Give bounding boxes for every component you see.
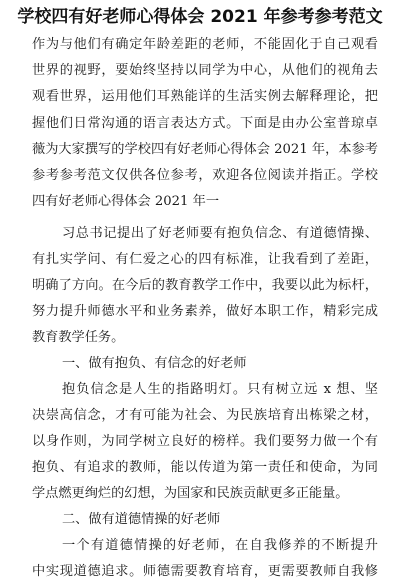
paragraph-line: 一个有道德情操的好老师，在自我修养的不断提升 — [62, 538, 378, 553]
paragraph-line: 薇为大家撰写的学校四有好老师心得体会 2021 年，本参考 — [32, 142, 378, 157]
paragraph-line: 世界的视野，要始终坚持以同学为中心，从他们的视角去 — [32, 63, 378, 78]
paragraph-line: 握他们日常沟通的语言表达方式。下面是由办公室普琼卓 — [32, 116, 378, 131]
paragraph-line: 明确了方向。在今后的教育教学工作中，我要以此为标杆， — [32, 278, 378, 293]
paragraph-line: 学点燃更绚烂的幻想，为国家和民族贡献更多正能量。 — [32, 486, 349, 501]
paragraph-line: 四有好老师心得体会 2021 年一 — [32, 194, 220, 209]
section-heading: 二、做有道德情操的好老师 — [62, 512, 221, 527]
paragraph-line: 有扎实学问、有仁爱之心的四有标准，让我看到了差距， — [32, 252, 378, 267]
paragraph-line: 作为与他们有确定年龄差距的老师，不能固化于自己观看 — [32, 37, 378, 52]
paragraph-line: 教育教学任务。 — [32, 330, 125, 345]
paragraph-line: 参考参考范文仅供各位参考，欢迎各位阅读并指正。学校 — [32, 168, 378, 183]
paragraph-line: 抱负、有追求的教师，能以传道为第一责任和使命，为同 — [32, 460, 378, 475]
paragraph-line: 中实现道德追求。师德需要教育培育，更需要教师自我修 — [32, 564, 378, 578]
paragraph-line: 决崇高信念，才有可能为社会、为民族培育出栋梁之材， — [32, 408, 378, 423]
paragraph-line: 以身作则，为同学树立良好的榜样。我们要努力做一个有 — [32, 434, 378, 449]
paragraph-line: 观看世界，运用他们耳熟能详的生活实例去解释理论，把 — [32, 89, 378, 104]
paragraph-line: 抱负信念是人生的指路明灯。只有树立远 x 想、坚 — [62, 382, 378, 397]
document-title: 学校四有好老师心得体会 2021 年参考参考范文 — [17, 7, 383, 27]
paragraph-line: 习总书记提出了好老师要有抱负信念、有道德情操、 — [62, 226, 378, 241]
paragraph-line: 努力提升师德水平和业务素养，做好本职工作，精彩完成 — [32, 304, 378, 319]
section-heading: 一、做有抱负、有信念的好老师 — [62, 356, 247, 371]
